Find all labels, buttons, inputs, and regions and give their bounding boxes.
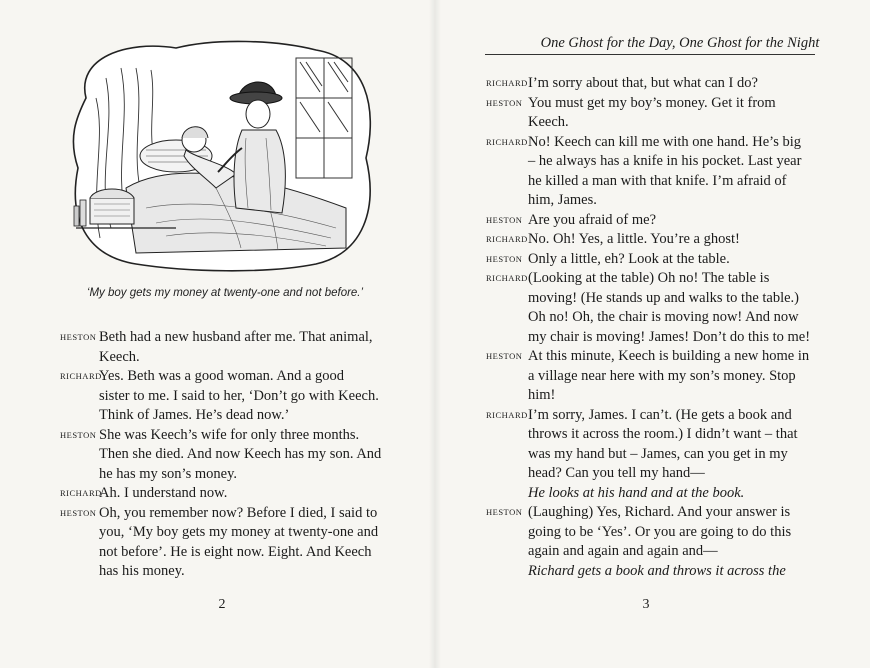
bedside-scene-illustration bbox=[66, 38, 376, 274]
dialogue-text: I’m sorry, James. I can’t. (He gets a book and bbox=[528, 406, 792, 423]
illustration-caption: ‘My boy gets my money at twenty-one and not before.’ bbox=[86, 287, 364, 299]
speaker-label: HESTON bbox=[60, 332, 97, 342]
dialogue-text: going to be ‘Yes’. Or you are going to do this bbox=[528, 523, 792, 540]
dialogue-text: Keech. bbox=[528, 114, 569, 130]
dialogue-text: he killed a man with that knife. I’m afraid of bbox=[528, 172, 787, 189]
dialogue-text: has his money. bbox=[99, 563, 185, 579]
dialogue-text: he has my son’s money. bbox=[99, 465, 238, 482]
speaker-label: HESTON bbox=[60, 507, 97, 518]
dialogue-text: Ah. I understand now. bbox=[99, 485, 228, 501]
speaker-label: HESTON bbox=[60, 429, 97, 440]
dialogue-text: him, James. bbox=[528, 192, 597, 208]
dialogue-text: Think of James. He’s dead now.’ bbox=[99, 407, 290, 423]
dialogue-text: sister to me. I said to her, ‘Don’t go with Keech. bbox=[99, 387, 379, 404]
dialogue-text: Oh no! Oh, the chair is moving now! And now bbox=[528, 309, 799, 325]
dialogue-text: again and again and again and— bbox=[528, 543, 718, 559]
dialogue-text: – he always has a knife in his pocket. Last year bbox=[528, 153, 802, 169]
speaker-label: RICHARD bbox=[486, 273, 528, 283]
dialogue-text: him! bbox=[528, 387, 556, 403]
speaker-label: HESTON bbox=[486, 214, 523, 225]
speaker-label: RICHARD bbox=[486, 78, 528, 88]
dialogue-text: No. Oh! Yes, a little. You’re a ghost! bbox=[528, 231, 740, 247]
dialogue-text: She was Keech’s wife for only three months. bbox=[99, 426, 360, 443]
speaker-label: RICHARD bbox=[60, 488, 102, 498]
dialogue-text: Oh, you remember now? Before I died, I said to bbox=[99, 504, 378, 521]
dialogue-text: You must get my boy’s money. Get it from bbox=[528, 94, 776, 111]
dialogue-text: you, ‘My boy gets my money at twenty-one and bbox=[99, 524, 379, 540]
dialogue-text: throws it across the room.) I didn’t want – that bbox=[528, 426, 798, 442]
dialogue-text: my chair is moving! James! Don’t do this to me! bbox=[528, 328, 811, 345]
dialogue-text: a village near here with my son’s money. Stop bbox=[528, 367, 796, 384]
page-number-right: 3 bbox=[642, 597, 650, 612]
dialogue-text: was my hand but – James, can you get in my bbox=[528, 445, 788, 462]
speaker-label: RICHARD bbox=[486, 136, 528, 147]
dialogue-text: head? Can you tell my hand— bbox=[528, 465, 705, 481]
right-page bbox=[435, 0, 870, 668]
speaker-label: HESTON bbox=[486, 351, 523, 361]
dialogue-text: not before’. He is eight now. Eight. And Keech bbox=[99, 543, 372, 560]
dialogue-text: Keech. bbox=[99, 348, 140, 365]
stage-direction: He looks at his hand and at the book. bbox=[528, 484, 745, 501]
dialogue-text: Only a little, eh? Look at the table. bbox=[528, 250, 730, 267]
stage-direction: Richard gets a book and throws it across the bbox=[528, 562, 786, 579]
dialogue-text: (Looking at the table) Oh no! The table is bbox=[528, 270, 770, 286]
dialogue-text: No! Keech can kill me with one hand. He’s big bbox=[528, 133, 802, 150]
speaker-label: HESTON bbox=[486, 97, 523, 108]
speaker-label: HESTON bbox=[486, 507, 523, 517]
speaker-label: RICHARD bbox=[486, 234, 528, 244]
dialogue-text: moving! (He stands up and walks to the table.) bbox=[528, 289, 800, 306]
page-number-left: 2 bbox=[218, 597, 226, 612]
dialogue-text: Are you afraid of me? bbox=[528, 211, 657, 228]
header-rule bbox=[485, 54, 815, 55]
speaker-label: HESTON bbox=[486, 253, 523, 264]
speaker-label: RICHARD bbox=[60, 371, 102, 381]
dialogue-text: At this minute, Keech is building a new home in bbox=[528, 348, 810, 364]
dialogue-text: Then she died. And now Keech has my son. And bbox=[99, 446, 382, 462]
running-head: One Ghost for the Day, One Ghost for the Night bbox=[540, 35, 820, 51]
dialogue-text: Yes. Beth was a good woman. And a good bbox=[99, 368, 345, 384]
dialogue-text: (Laughing) Yes, Richard. And your answer is bbox=[528, 504, 791, 520]
speaker-label: RICHARD bbox=[486, 409, 528, 420]
dialogue-text: Beth had a new husband after me. That animal, bbox=[99, 329, 373, 345]
dialogue-text: I’m sorry about that, but what can I do? bbox=[528, 75, 758, 91]
